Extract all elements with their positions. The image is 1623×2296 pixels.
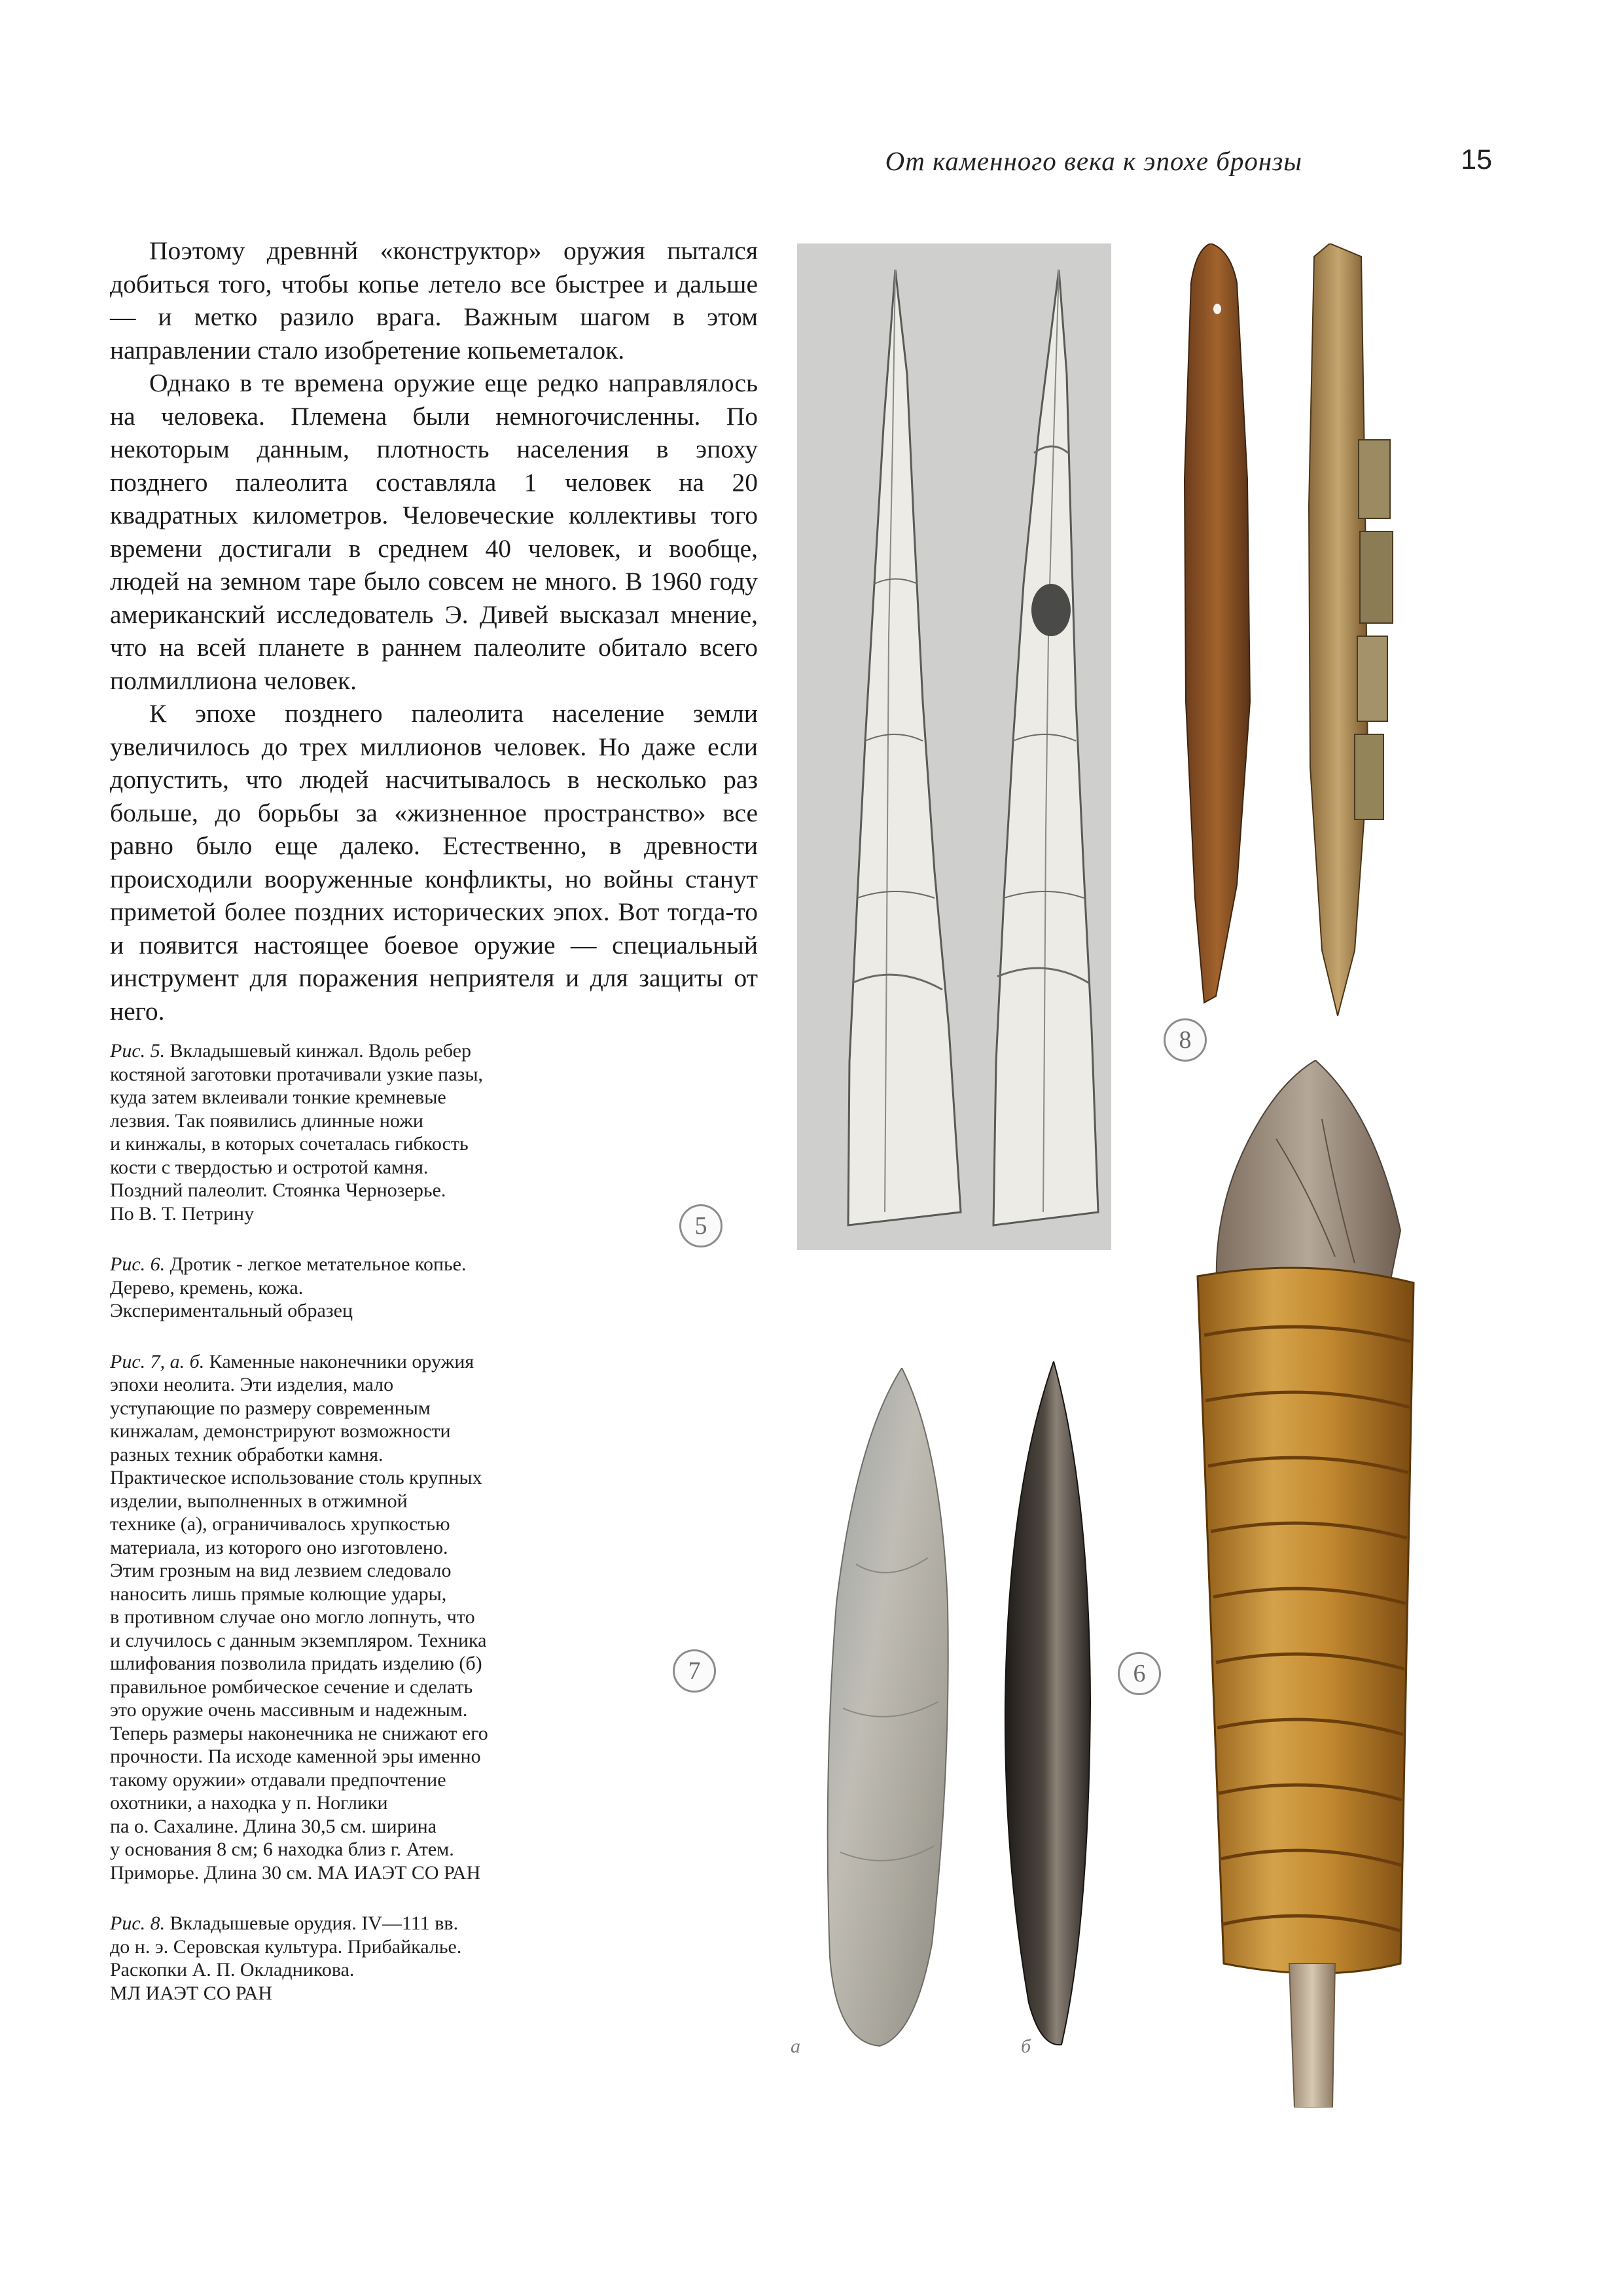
figure-7a-flaked-blade [817, 1368, 954, 2049]
caption-line: Экспериментальный образец [110, 1300, 353, 1321]
caption-line: Дерево, кремень, кожа. [110, 1276, 304, 1299]
caption-line: и кинжалы, в которых сочеталась гибкость [110, 1133, 469, 1155]
figure-7a-label: а [791, 2036, 800, 2057]
caption-line: эпохи неолита. Эти изделия, мало [110, 1374, 394, 1395]
figure-7b-polished-point [1001, 1361, 1093, 2049]
caption-line: до н. э. Серовская культура. Прибайкалье. [110, 1935, 462, 1958]
caption-line: Вкладышевые орудия. IV—111 вв. [169, 1912, 459, 1934]
caption-line: Приморье. Длина 30 см. МА ИАЭТ СО РАН [110, 1861, 481, 1884]
caption-fig5 [110, 1039, 607, 1225]
figure-5-dagger-drawing [797, 243, 1111, 1250]
caption-ref: Рис. 5. [110, 1040, 166, 1062]
caption-line: Дротик - легкое метательное копье. [169, 1253, 467, 1275]
caption-line: кинжалам, демонстрируют возможности [110, 1420, 451, 1442]
caption-line: и случилось с данным экземпляром. Техника [110, 1629, 487, 1651]
caption-line: Раскопки А. П. Окладникова. [110, 1959, 355, 1981]
polished-point-image [1001, 1361, 1093, 2049]
running-title: От каменного века к эпохе бронзы [885, 146, 1302, 176]
caption-line: кости с твердостью и остротой камня. [110, 1156, 429, 1178]
body-paragraph: К эпохе позднего палеолита население земли увеличилось до трех миллионов человек. Но даже если допустить, что людей насчитывалось в несколько раз больше, до борьбы за «жизненное пространство» все равно было еще далеко. Естественно, в древности происходили вооруженные конфликты, но войны станут приметой более поздних исторических эпох. Вот тогда-то и появится настоящее боевое оружие — специальный инструмент для поражения неприятеля и для защиты от него. [110, 699, 758, 1026]
caption-line: охотники, а находка у п. Ноглики [110, 1792, 388, 1814]
figure-8-number-badge: 8 [1164, 1018, 1207, 1062]
caption-line: По В. Т. Петрину [110, 1202, 255, 1225]
caption-line: технике (а), ограничивалось хрупкостью [110, 1513, 450, 1535]
caption-line: это оружие очень массивным и надежным. [110, 1699, 468, 1721]
caption-line: материала, из которого оно изготовлено. [110, 1536, 448, 1558]
caption-line: такому оружии» отдавали предпочтение [110, 1768, 446, 1791]
caption-line: прочности. Па исходе каменной эры именно [110, 1746, 481, 1767]
caption-line: разных техник обработки камня. [110, 1443, 383, 1465]
figure-captions [110, 1039, 607, 2032]
body-paragraph: Поэтому древннй «конструктор» оружия пытался добиться того, чтобы копье летело все быстрее и дальше — и метко разило врага. Важным шагом в этом направлении стало изобретение копьеметалок. [110, 236, 758, 365]
figure-6-spear [1178, 1060, 1440, 2108]
caption-line: куда затем вклеивали тонкие кремневые [110, 1086, 446, 1108]
caption-line: Поздний палеолит. Стоянка Чернозерье. [110, 1179, 446, 1201]
caption-line: правильное ромбическое сечение и сделать [110, 1676, 473, 1698]
caption-line: у основания 8 см; 6 находка близ г. Атем. [110, 1839, 454, 1860]
caption-line: МЛ ИАЭТ СО РАН [110, 1982, 273, 2004]
caption-line: Теперь размеры наконечника не снижают его [110, 1722, 488, 1744]
caption-line: шлифования позволила придать изделию (б) [110, 1653, 482, 1674]
spear-image [1178, 1060, 1440, 2108]
caption-fig6 [110, 1253, 607, 1323]
figure-6-number-badge: 6 [1118, 1652, 1161, 1695]
insert-tools-image [1139, 243, 1432, 1016]
body-paragraph: Однако в те времена оружие еще редко направлялось на человека. Племена были немногочисленны. По некоторым данным, плотность населения в эпоху позднего палеолита составляла 1 человек на 20 квадратных километров. Человеческие коллективы того времени достигали в среднем 40 человек, и вообще, людей на земном таре было совсем не много. В 1960 году американский исследователь Э. Дивей высказал мнение, что на всей планете в раннем палеолите обитало всего полмиллиона человек. [110, 368, 758, 695]
caption-fig8 [110, 1912, 607, 2005]
caption-fig7 [110, 1350, 607, 1885]
figure-5-number-badge: 5 [679, 1204, 722, 1247]
caption-line: Вкладышевый кинжал. Вдоль ребер [169, 1040, 471, 1062]
figure-8-insert-tools [1139, 243, 1432, 1016]
caption-line: Каменные наконечники оружия [209, 1350, 474, 1372]
caption-line: па о. Сахалине. Длина 30,5 см. ширина [110, 1815, 437, 1837]
caption-line: костяной заготовки протачивали узкие пазы, [110, 1063, 484, 1085]
caption-line: изделии, выполненных в отжимной [110, 1490, 408, 1512]
caption-ref: Рис. 7, а. б. [110, 1350, 205, 1372]
figure-7-number-badge: 7 [673, 1649, 716, 1693]
flaked-blade-image [817, 1368, 954, 2049]
caption-ref: Рис. 8. [110, 1912, 166, 1934]
caption-line: лезвия. Так появились длинные ножи [110, 1109, 423, 1132]
caption-line: Этим грозным на вид лезвием следовало [110, 1560, 452, 1581]
caption-line: уступающие по размеру современным [110, 1397, 431, 1419]
caption-ref: Рис. 6. [110, 1253, 166, 1275]
caption-line: наносить лишь прямые колющие удары, [110, 1583, 447, 1605]
figure-7b-label: б [1021, 2036, 1031, 2057]
page-number: 15 [1461, 144, 1492, 175]
caption-line: Практическое использование столь крупных [110, 1467, 482, 1488]
body-text [110, 234, 758, 1028]
caption-line: в противном случае оно могло лопнуть, что [110, 1606, 475, 1628]
dagger-drawing-image [797, 243, 1111, 1250]
